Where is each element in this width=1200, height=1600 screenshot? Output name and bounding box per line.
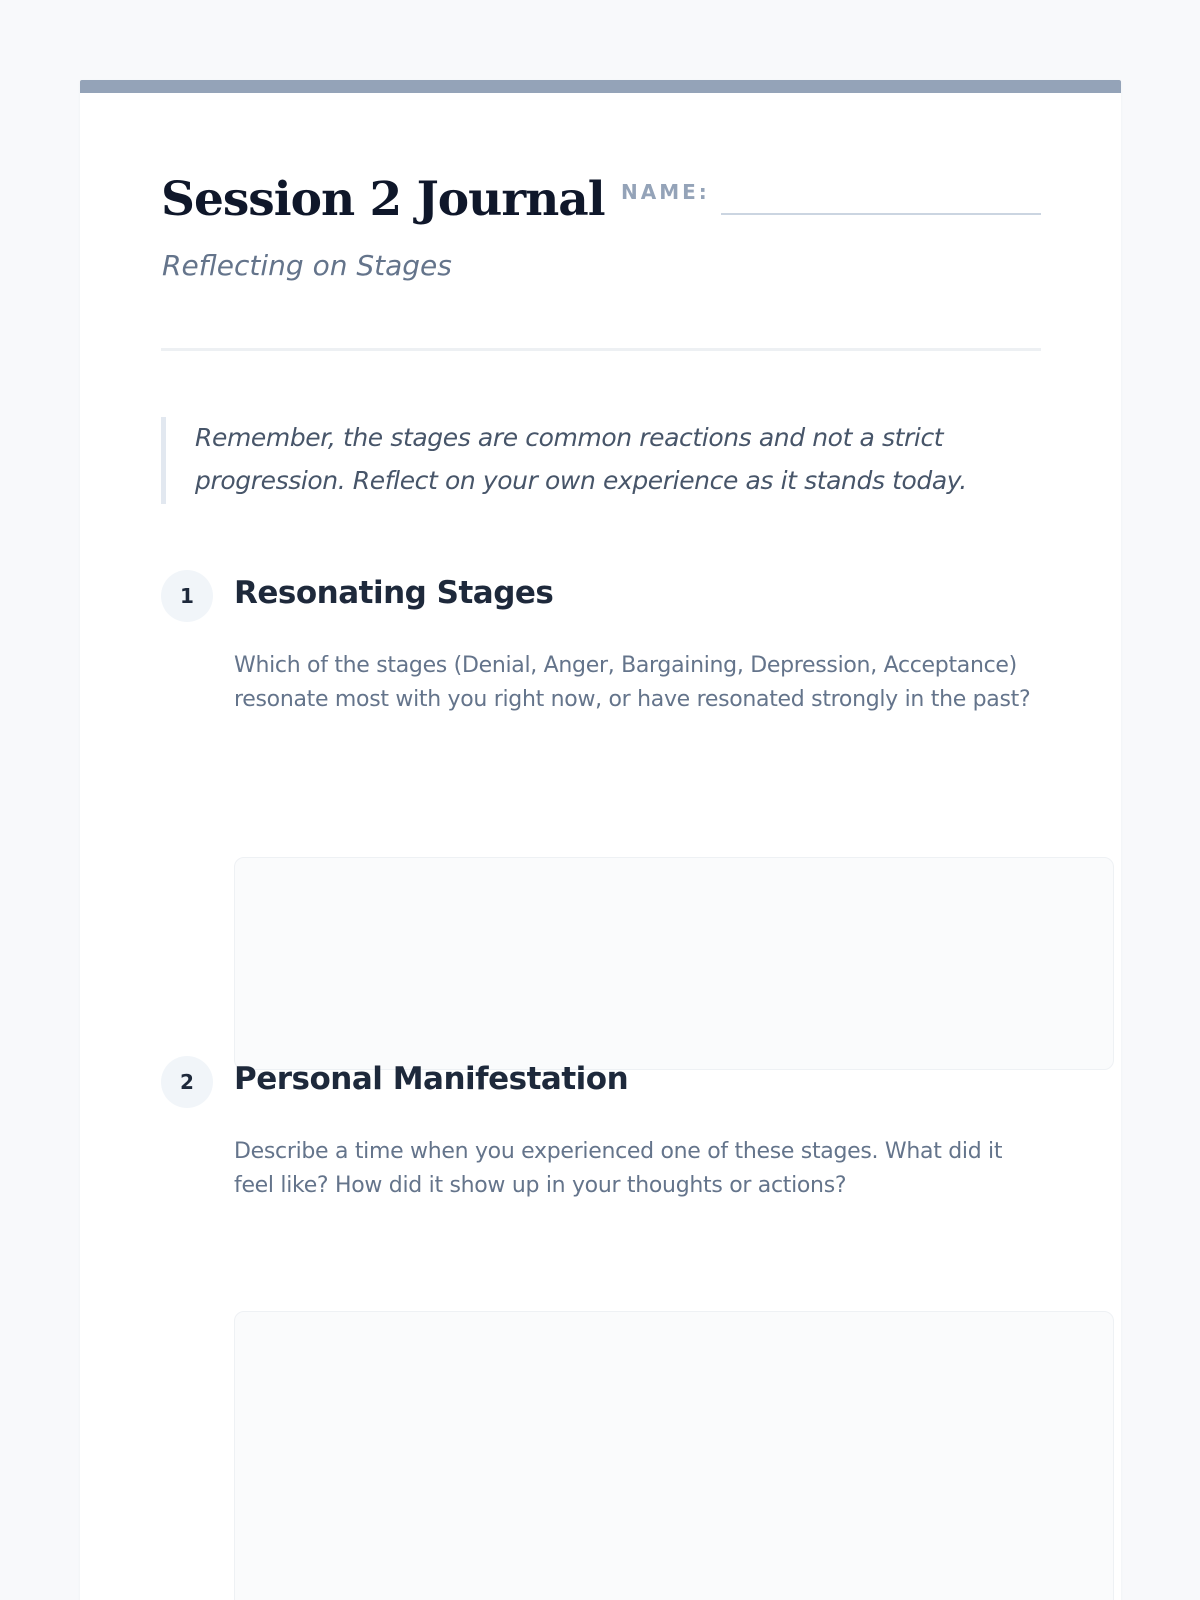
journal-header <box>161 172 1041 282</box>
page-subtitle: Reflecting on Stages <box>162 249 452 282</box>
answer-textarea-2[interactable] <box>234 1311 1114 1600</box>
header-divider <box>161 348 1041 351</box>
question-number-badge: 2 <box>161 1056 213 1108</box>
question-prompt: Describe a time when you experienced one of these stages. What did it feel like? How did it show up in your thoughts or actions? <box>234 1139 1003 1198</box>
page-title: Session 2 Journal <box>161 172 605 227</box>
question-title: Resonating Stages <box>234 575 554 611</box>
reminder-note-text: Remember, the stages are common reactions and not a strict progression. Reflect on your own experience as it stands today. <box>195 423 967 495</box>
question-title: Personal Manifestation <box>234 1061 629 1097</box>
name-label: NAME: <box>621 180 710 204</box>
answer-textarea-1[interactable] <box>234 857 1114 1070</box>
question-prompt: Which of the stages (Denial, Anger, Bargaining, Depression, Acceptance) resonate most with you right now, or have resonated strongly in the past? <box>234 653 1031 712</box>
question-number-badge: 1 <box>161 570 213 622</box>
name-input-line[interactable] <box>721 213 1041 215</box>
name-field-group <box>621 180 1041 216</box>
accent-top-bar <box>80 80 1121 93</box>
journal-page <box>80 80 1121 1600</box>
reminder-note <box>161 417 1041 504</box>
